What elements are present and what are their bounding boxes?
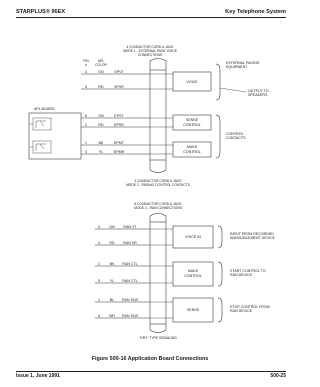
pin-label: 5 [98, 279, 100, 283]
color-label: RD [98, 123, 104, 127]
connector-jack-bottom [150, 222, 166, 324]
color-label: GN [98, 70, 104, 74]
box-voice-in-label: VOICE IN [185, 235, 201, 239]
bracket-stop-control [218, 298, 222, 322]
connector-pins-bottom [150, 229, 166, 318]
make-bottom-wires [166, 266, 173, 283]
color-label: YL [98, 150, 104, 154]
signal-label: EPMR [113, 150, 125, 154]
speaker-leader [220, 88, 246, 92]
signal-label: EPMT [114, 141, 124, 145]
start-control-label-2: RAN DEVICE [230, 273, 252, 277]
pin-label: 6 [98, 314, 100, 318]
figure-caption: Figure 500-16 Application Board Connections [91, 356, 209, 362]
signal-label: RAN CTL [122, 262, 138, 266]
bottom-title-line-2: MODE 3 - RAN CONNECTIONS [134, 206, 182, 210]
signal-label: EPSR [114, 123, 124, 127]
jack-cord-bottom-top [150, 214, 166, 223]
header-section: Key Telephone System [225, 9, 286, 15]
bottom-title-line-1: 6 CONDUCTOR CORD & JACK [134, 202, 182, 206]
box-voice-label: VOICE [186, 80, 198, 84]
bracket-input [218, 226, 222, 248]
bracket-start-control [218, 262, 222, 286]
stop-control-label-2: RAN DEVICE [230, 309, 252, 313]
speakers-label-2: SPEAKERS [248, 93, 268, 97]
connector-pins-top [150, 74, 166, 154]
top-title-line-1: 4 CONDUCTOR CORD & JACK [126, 45, 174, 49]
color-label: BK [109, 262, 115, 266]
header-product: STARPLUS® 96EX [16, 9, 66, 15]
speakers-label-1: OUTPUT TO [248, 89, 269, 93]
signal-label: SPVR [114, 85, 124, 89]
ext-paging-label-2: EQUIPMENT [226, 65, 248, 69]
top-footer-line-2: MODE 2 - PAGING CONTROL CONTACTS [126, 183, 190, 187]
sense-bottom-wires [166, 302, 173, 318]
footer-rule [16, 371, 286, 372]
pin-label: 2 [85, 123, 87, 127]
box-make-bottom-label-2: CONTROL [184, 274, 202, 278]
signal-label: RAN VR [123, 241, 137, 245]
apl-board-label: APL BOARD [34, 107, 55, 111]
stop-control-label-1: STOP CONTROL FROM [230, 305, 270, 309]
control-contacts-label-2: CONTACTS [226, 136, 246, 140]
bracket-control-contacts [216, 115, 220, 158]
signal-label: EPST [114, 114, 124, 118]
pin-label: 4 [85, 150, 87, 154]
sense-wires [166, 118, 173, 127]
connector-jack-top [150, 70, 166, 160]
make-wires [166, 145, 173, 154]
color-label: BL [109, 298, 115, 302]
signal-label: RAN SNS [122, 314, 138, 318]
color-label: YL [109, 279, 115, 283]
box-sense-bottom-label: SENSE [186, 308, 200, 312]
bottom-diagram [95, 202, 276, 340]
pin-label: 3 [98, 225, 100, 229]
top-title-line-3: CONNECTIONS [137, 53, 163, 57]
pin-label: 6 [85, 114, 87, 118]
relay-sense [30, 118, 51, 130]
color-label: WH [109, 314, 115, 318]
col-color-header-2: COLOR [95, 63, 107, 67]
pin-label: 1 [98, 298, 100, 302]
footer-page-number: 500-25 [270, 373, 286, 379]
pin-label: 3 [85, 70, 87, 74]
dry-signaling-note: "DRY" TYPE SIGNALING [139, 336, 177, 340]
top-footer-line-1: 4 CONDUCTOR CORD & JACK [134, 179, 182, 183]
pin-label: 4 [98, 241, 100, 245]
box-make-label-1: MAKE [186, 145, 198, 149]
signal-label: RAN SNS [122, 298, 138, 302]
bracket-ext-paging [216, 64, 220, 100]
control-contacts-label-1: CONTROL [226, 132, 244, 136]
color-label: BK [98, 141, 104, 145]
jack-cord-bottom-bottom [150, 324, 166, 333]
col-color-header-1: APL [97, 59, 105, 63]
box-make-label-2: CONTROL [183, 150, 201, 154]
apl-board-outline [29, 113, 81, 159]
voice-wires [166, 74, 173, 89]
relay-make [30, 141, 51, 153]
box-sense-label-1: SENSE [185, 118, 199, 122]
top-diagram [29, 45, 269, 187]
start-control-label-1: START CONTROL TO [230, 269, 266, 273]
voice-in-wires [166, 229, 173, 245]
color-label: RD [98, 85, 104, 89]
signal-label: RAN CTL [122, 279, 138, 283]
signal-label: RAN VT [123, 225, 137, 229]
footer-issue: Issue 1, June 1991 [16, 373, 60, 379]
input-from-label-2: ANNOUNCEMENT DEVICE [230, 236, 276, 240]
box-make-bottom-label-1: MAKE [187, 269, 199, 273]
color-label: GN [98, 114, 104, 118]
col-pin-header-1: PIN [83, 59, 89, 63]
pin-label: 2 [98, 262, 100, 266]
pin-label: 5 [85, 85, 87, 89]
col-pin-header-2: # [85, 63, 87, 67]
signal-label: SPVT [114, 70, 124, 74]
box-sense-label-2: CONTROL [183, 123, 201, 127]
pin-label: 1 [85, 141, 87, 145]
color-label: GN [109, 225, 115, 229]
color-label: RD [109, 241, 115, 245]
jack-cord-top [150, 59, 166, 71]
jack-cord-bottom [150, 160, 166, 173]
input-from-label-1: INPUT FROM RECORDED [230, 232, 274, 236]
top-title-line-2: MODE 1 - EXTERNAL PAGE VOICE [123, 49, 177, 53]
ext-paging-label-1: EXTERNAL PAGING [226, 61, 260, 65]
